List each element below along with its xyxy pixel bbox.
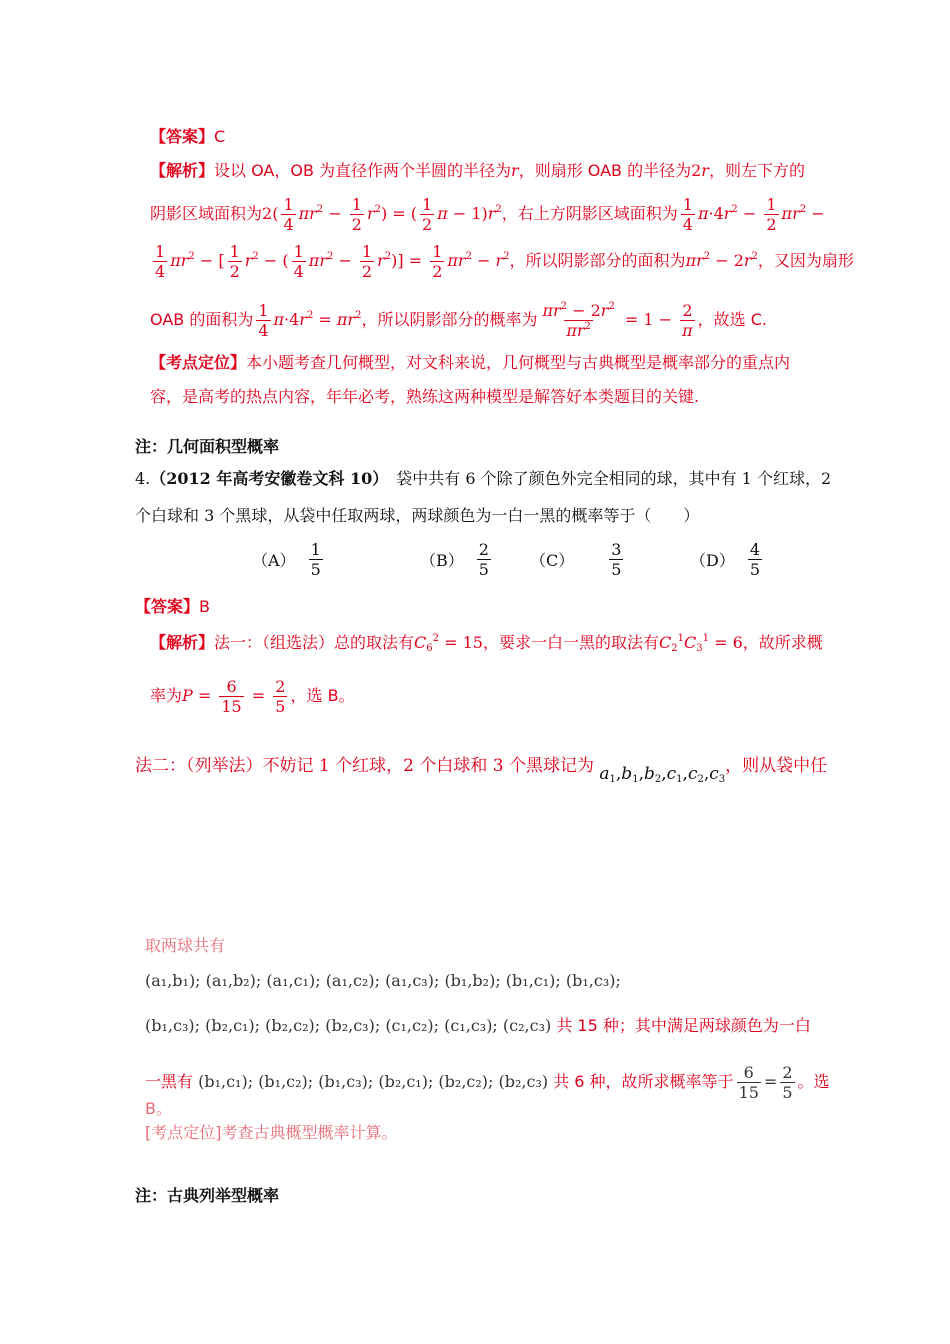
analysis-label: 【解析】	[150, 161, 215, 180]
question-number: 4.	[135, 469, 151, 488]
answer-label: 【答案】	[150, 127, 215, 146]
listing-line-5: [考点定位]考查古典概型概率计算。	[145, 1123, 398, 1142]
answer-value: C	[214, 127, 226, 146]
analysis-1-line-2: 阴影区域面积为2( $\frac{1}{4}$ $\pi r^2$ − $\frac{1}{2}$ $r^2$) = ( $\frac{1}{2}$ $\pi - 1)r^2$，右上方阴影区域面积为 $\frac{1}{4}$ $\pi\cdot 4r^2$ − $\frac{1}{2}$ $\pi r^2$ −	[150, 195, 825, 234]
answer-1	[150, 126, 225, 148]
analysis-1-line-3: $\frac{1}{4}$ $\pi r^2$ − [ $\frac{1}{2}$ $r^2$ − ( $\frac{1}{4}$ $\pi r^2$ − $\frac{1}{2}$ $r^2$)] = $\frac{1}{2}$ $\pi r^2 - r^2$，所以阴影部分的面积为$\pi r^2 - 2r^2$，又因为扇形	[155, 242, 854, 281]
analysis-text: ，则左下方的	[708, 161, 805, 180]
option-numerator: 4	[749, 540, 761, 559]
method-2-line-1: 法二：（列举法）不妨记 1 个红球，2 个白球和 3 个黑球记为 $a_1,b_1,b_2,c_1,c_2,c_3$，则从袋中任	[135, 756, 828, 785]
listing-text: 一黑有	[145, 1072, 194, 1091]
note-1: 注：几何面积型概率	[135, 437, 280, 456]
listing-text: 共 6 种，故所求概率等于	[553, 1072, 734, 1091]
method-text: 法二：（列举法）不妨记 1 个红球，2 个白球和 3 个黑球记为	[135, 756, 594, 776]
kaodian-1-line-2	[150, 386, 699, 408]
option-denominator: 5	[478, 560, 489, 579]
analysis-text: 率为	[150, 686, 183, 705]
analysis-2-line-2: 率为P = $\frac{6}{15}$ = $\frac{2}{5}$ ，选 B。	[150, 677, 355, 716]
option-denominator: 5	[749, 560, 761, 579]
listing-line-3: 一黑有 (b₁,c₁); (b₁,c₂); (b₁,c₃); (b₂,c₁); (b₂,c₂); (b₂,c₃) 共 6 种，故所求概率等于 $\frac{6}{15}$ = $\frac{2}{5}$ 。选	[145, 1063, 830, 1102]
analysis-label: 【解析】	[150, 633, 215, 652]
listing-line-4: B。	[145, 1099, 172, 1118]
listing-pairs: (b₁,c₃); (b₂,c₁); (b₂,c₂); (b₂,c₃); (c₁,c₂); (c₁,c₃); (c₂,c₃)	[145, 1016, 552, 1035]
analysis-text: ，所以阴影部分的面积为	[509, 251, 686, 270]
analysis-text: ，所以阴影部分的概率为	[361, 310, 538, 329]
kaodian-1-line-1	[150, 352, 790, 374]
listing-line-2	[145, 1015, 811, 1037]
analysis-1-line-4: OAB 的面积为 $\frac{1}{4}$ $\pi\cdot 4r^2 = \pi r^2$，所以阴影部分的概率为 $\frac{\pi r^2 - 2r^2}{\pi r^2}$ = 1 − $\frac{2}{\pi}$ ，故选 C.	[150, 301, 768, 340]
analysis-text: ，要求一白一黑的取法有	[482, 633, 659, 652]
note-2: 注：古典列举型概率	[135, 1186, 280, 1205]
kaodian-text: 本小题考查几何概型，对文科来说，几何概型与古典概型是概率部分的重点内	[246, 353, 791, 372]
analysis-text: ，故选 C.	[697, 310, 768, 329]
option-label: （A）	[252, 551, 296, 570]
method-text: ，则从袋中任	[725, 756, 828, 776]
option-denominator: 5	[310, 560, 321, 579]
answer-label: 【答案】	[135, 597, 200, 616]
option-numerator: 2	[478, 540, 489, 559]
option-b	[420, 540, 494, 579]
analysis-text: OAB 的面积为	[150, 310, 254, 329]
analysis-1-line-1: 【解析】设以 OA，OB 为直径作两个半圆的半径为r，则扇形 OAB 的半径为2r，则左下方的	[150, 161, 805, 180]
listing-text: 。选	[797, 1072, 830, 1091]
analysis-text: 阴影区域面积为	[150, 204, 263, 223]
listing-text: 共 15 种；其中满足两球颜色为一白	[556, 1016, 811, 1035]
listing-pairs: (b₁,c₁); (b₁,c₂); (b₁,c₃); (b₂,c₁); (b₂,c₂); (b₂,c₃)	[198, 1072, 549, 1091]
analysis-text: ，故所求概	[742, 633, 823, 652]
analysis-text: ，又因为扇形	[757, 251, 854, 270]
question-4-line-2: 个白球和 3 个黑球，从袋中任取两球，两球颜色为一白一黑的概率等于（ ）	[135, 506, 700, 525]
question-4-line-1	[135, 468, 831, 490]
option-c	[530, 540, 626, 579]
option-denominator: 5	[611, 560, 622, 579]
kaodian-label: 【考点定位】	[150, 353, 247, 372]
analysis-2-line-1: 【解析】法一：（组选法）总的取法有$C_6^2 = 15$，要求一白一黑的取法有$C_2^1C_3^1 = 6$，故所求概	[150, 633, 823, 654]
listing-line-0: 取两球共有	[145, 936, 226, 955]
question-text: 袋中共有 6 个除了颜色外完全相同的球，其中有 1 个红球，2	[396, 469, 832, 488]
analysis-text: 设以 OA，OB 为直径作两个半圆的半径为	[214, 161, 512, 180]
analysis-text: 法一：（组选法）总的取法有	[214, 633, 415, 652]
analysis-text: ，则扇形 OAB 的半径为	[518, 161, 692, 180]
option-numerator: 1	[310, 540, 321, 559]
answer-2	[135, 596, 210, 618]
option-label: （C）	[530, 551, 575, 570]
option-label: （D）	[690, 551, 735, 570]
answer-value: B	[199, 597, 210, 616]
option-numerator: 3	[611, 540, 622, 559]
listing-line-1: (a₁,b₁); (a₁,b₂); (a₁,c₁); (a₁,c₂); (a₁,c₃); (b₁,b₂); (b₁,c₁); (b₁,c₃);	[145, 971, 621, 990]
analysis-text: ，右上方阴影区域面积为	[501, 204, 678, 223]
option-a	[252, 540, 326, 579]
analysis-text: ，选 B。	[290, 686, 355, 705]
question-source: （2012 年高考安徽卷文科 10）	[150, 469, 381, 488]
kaodian-text: 容，是高考的热点内容，年年必考，熟练这两种模型是解答好本类题目的关键.	[150, 387, 700, 406]
option-label: （B）	[420, 551, 464, 570]
option-d	[690, 540, 765, 579]
